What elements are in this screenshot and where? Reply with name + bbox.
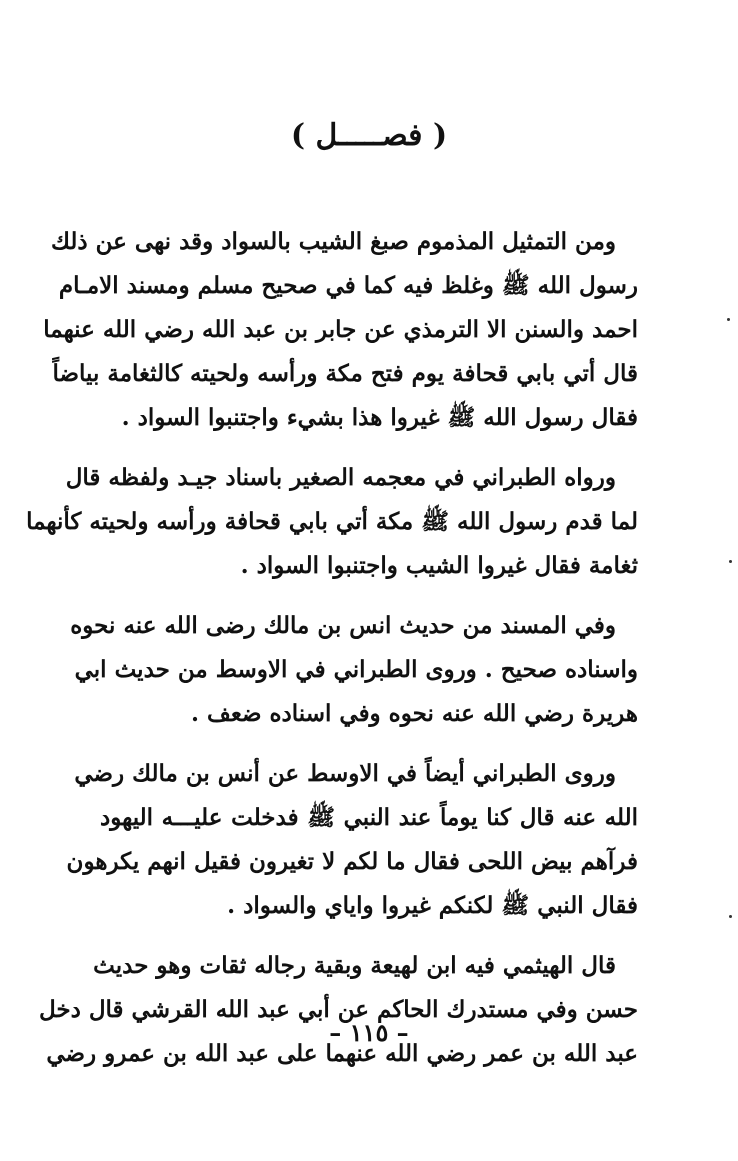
body-text — [26, 220, 638, 1092]
text-line: فقال رسول الله ﷺ غيروا هذا بشيء واجتنبوا السواد . — [121, 404, 638, 431]
text-line: هريرة رضي الله عنه نحوه وفي اسناده ضعف . — [191, 700, 638, 727]
text-line: وفي المسند من حديث انس بن مالك رضى الله عنه نحوه — [70, 612, 616, 639]
text-line: وروى الطبراني أيضاً في الاوسط عن أنس بن مالك رضي — [74, 760, 616, 787]
text-line: احمد والسنن الا الترمذي عن جابر بن عبد الله رضي الله عنهما — [43, 316, 638, 343]
paragraph-4 — [66, 752, 638, 928]
text-line: الله عنه قال كنا يوماً عند النبي ﷺ فدخلت عليـــه اليهود — [100, 804, 638, 831]
paragraph-3 — [70, 604, 638, 736]
scan-speck — [727, 318, 730, 321]
text-line: عبد الله بن عمر رضي الله عنهما على عبد الله بن عمرو رضي — [46, 1040, 638, 1067]
text-line: واسناده صحيح . وروى الطبراني في الاوسط من حديث ابي — [74, 656, 638, 683]
text-line: رسول الله ﷺ وغلظ فيه كما في صحيح مسلم ومسند الامـام — [58, 272, 638, 299]
text-line: ثغامة فقال غيروا الشيب واجتنبوا السواد . — [240, 552, 638, 579]
paragraph-5 — [38, 944, 638, 1076]
heading-text: فصـــــل — [315, 118, 423, 153]
text-line: قال الهيثمي فيه ابن لهيعة وبقية رجاله ثقات وهو حديث — [93, 952, 616, 979]
section-heading — [0, 118, 738, 153]
text-line: فرآهم بيض اللحى فقال ما لكم لا تغيرون فقيل انهم يكرهون — [66, 848, 638, 875]
text-line: ومن التمثيل المذموم صبغ الشيب بالسواد وقد نهى عن ذلك — [51, 228, 616, 255]
heading-open-paren: ( — [432, 118, 448, 153]
text-line: فقال النبي ﷺ لكنكم غيروا واياي والسواد . — [227, 892, 638, 919]
scan-speck — [729, 560, 732, 563]
text-line: قال أتي بابي قحافة يوم فتح مكة ورأسه ولحيته كالثغامة بياضاً — [52, 360, 638, 387]
text-line: حسن وفي مستدرك الحاكم عن أبي عبد الله القرشي قال دخل — [38, 996, 638, 1023]
paragraph-2 — [26, 456, 638, 588]
page-number: – ١١٥ – — [329, 1018, 409, 1047]
text-line: لما قدم رسول الله ﷺ مكة أتي بابي قحافة ورأسه ولحيته كأنهما — [26, 508, 638, 535]
heading-close-paren: ) — [290, 118, 306, 153]
scan-speck — [729, 915, 732, 918]
text-line: ورواه الطبراني في معجمه الصغير باسناد جيـد ولفظه قال — [65, 464, 616, 491]
paragraph-1 — [43, 220, 638, 440]
